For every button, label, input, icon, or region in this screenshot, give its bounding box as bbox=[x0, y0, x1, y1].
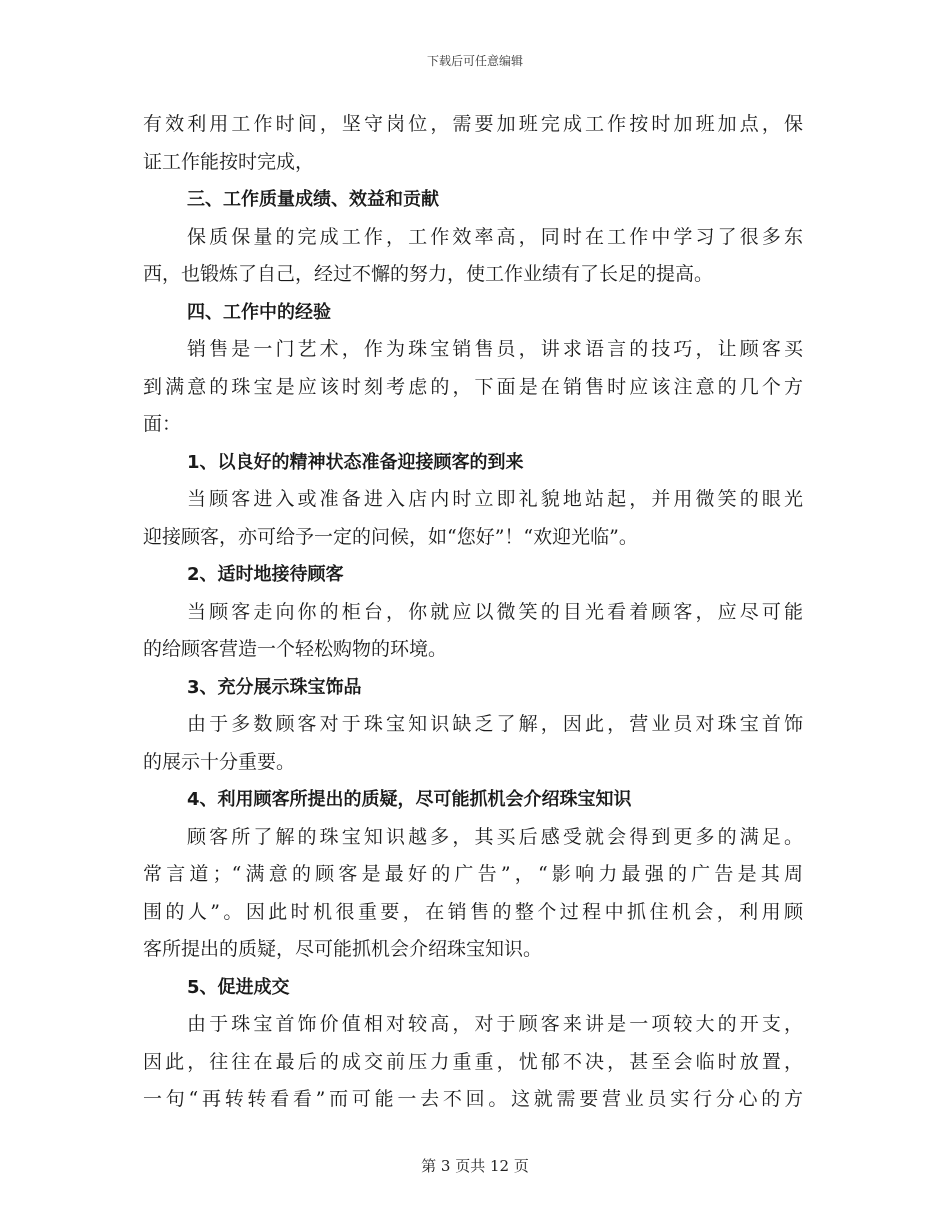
body-line-25: 由于珠宝首饰价值相对较高，对于顾客来讲是一项较大的开支， bbox=[187, 1013, 803, 1035]
body-line-22: 围的人”。因此时机很重要，在销售的整个过程中抓住机会，利用顾 bbox=[143, 900, 803, 923]
section-heading-3: 三、工作质量成绩、效益和贡献 bbox=[187, 189, 439, 210]
body-line-26: 因此，往往在最后的成交前压力重重，忧郁不决，甚至会临时放置， bbox=[143, 1050, 803, 1073]
body-line-15: 的给顾客营造一个轻松购物的环境。 bbox=[143, 638, 448, 660]
body-line-8: 到满意的珠宝是应该时刻考虑的，下面是在销售时应该注意的几个方 bbox=[143, 375, 803, 398]
body-line-11: 当顾客进入或准备进入店内时立即礼貌地站起，并用微笑的眼光 bbox=[187, 488, 803, 510]
body-line-12: 迎接顾客，亦可给予一定的问候，如“您好”！“欢迎光临”。 bbox=[143, 525, 638, 548]
body-line-14: 当顾客走向你的柜台，你就应以微笑的目光看着顾客，应尽可能 bbox=[187, 600, 803, 623]
subheading-5: 5、促进成交 bbox=[187, 976, 290, 998]
body-line-20: 顾客所了解的珠宝知识越多，其买后感受就会得到更多的满足。 bbox=[187, 825, 803, 848]
body-line-21: 常言道；“满意的顾客是最好的广告”，“影响力最强的广告是其周 bbox=[143, 863, 803, 885]
subheading-4: 4、利用顾客所提出的质疑，尽可能抓机会介绍珠宝知识 bbox=[187, 789, 632, 810]
subheading-3: 3、充分展示珠宝饰品 bbox=[187, 676, 362, 698]
page-footer: 第 3 页共 12 页 bbox=[421, 1157, 529, 1175]
body-line-4: 保质保量的完成工作，工作效率高，同时在工作中学习了很多东 bbox=[187, 225, 803, 248]
page-header: 下载后可任意编辑 bbox=[426, 54, 523, 68]
body-line-27: 一句“再转转看看”而可能一去不回。这就需要营业员实行分心的方 bbox=[143, 1088, 803, 1110]
subheading-1: 1、以良好的精神状态准备迎接顾客的到来 bbox=[187, 451, 524, 473]
document-body bbox=[143, 106, 803, 1119]
body-line-2: 证工作能按时完成， bbox=[143, 150, 315, 173]
body-line-17: 由于多数顾客对于珠宝知识缺乏了解，因此，营业员对珠宝首饰 bbox=[187, 713, 803, 735]
subheading-2: 2、适时地接待顾客 bbox=[187, 564, 344, 585]
body-line-1: 有效利用工作时间，坚守岗位，需要加班完成工作按时加班加点，保 bbox=[143, 113, 803, 135]
body-line-18: 的展示十分重要。 bbox=[143, 750, 296, 773]
section-heading-4: 四、工作中的经验 bbox=[187, 301, 331, 323]
body-line-9: 面： bbox=[143, 413, 182, 435]
body-line-7: 销售是一门艺术，作为珠宝销售员，讲求语言的技巧，让顾客买 bbox=[187, 338, 803, 360]
body-line-23: 客所提出的质疑，尽可能抓机会介绍珠宝知识。 bbox=[143, 938, 543, 960]
body-line-5: 西，也锻炼了自己，经过不懈的努力，使工作业绩有了长足的提高。 bbox=[143, 263, 714, 285]
